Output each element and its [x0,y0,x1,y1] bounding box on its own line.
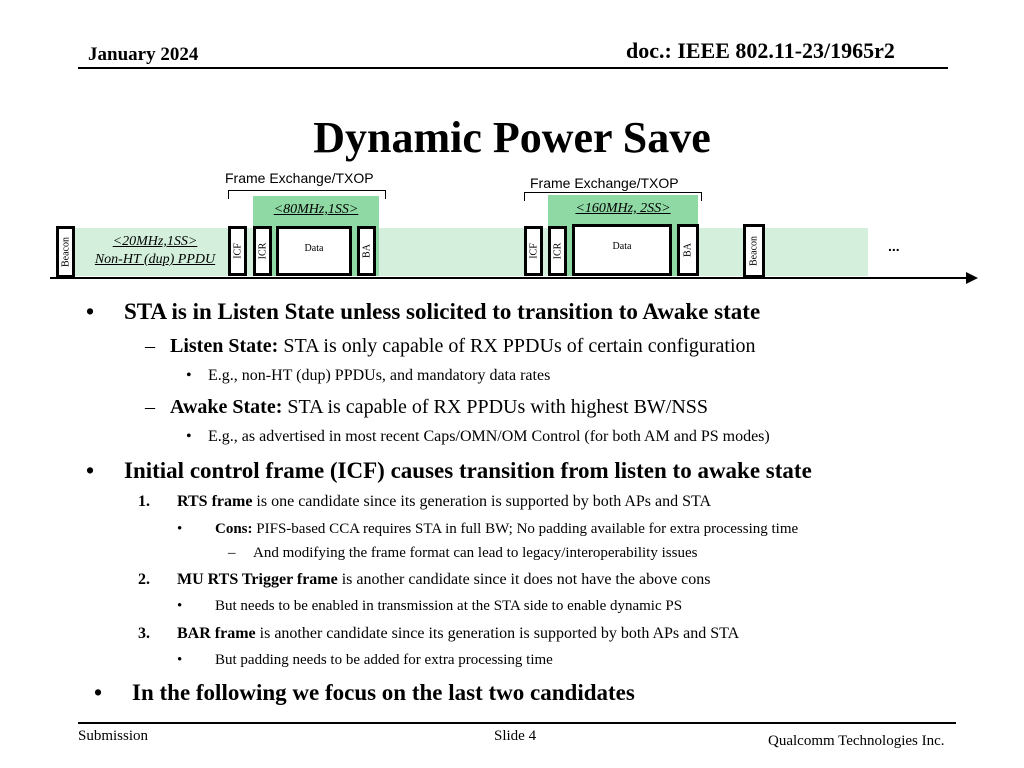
bw-label-nonht: Non-HT (dup) PPDU [94,252,216,267]
candidate-rts-legacy-issue: And modifying the frame format can lead to legacy/interoperability issues [253,545,698,561]
candidate-rts: RTS frame is one candidate since its generation is supported by both APs and STA [177,493,712,510]
candidate-mu-rts-note: But needs to be enabled in transmission at the STA side to enable dynamic PS [215,598,683,614]
dot-marker: • [177,521,183,537]
icf-frame-2: ICF [524,226,543,276]
bullet-listen-state-intro: STA is in Listen State unless solicited to transition to Awake state [124,299,761,324]
dot-marker: • [186,367,192,384]
beacon-frame-2: Beacon [743,224,765,278]
footer-divider [78,722,956,724]
bullet-listen-state: Listen State: STA is only capable of RX PPDUs of certain configuration [170,335,756,357]
bullet-awake-state: Awake State: STA is capable of RX PPDUs with highest BW/NSS [170,396,709,418]
footer-company: Qualcomm Technologies Inc. [768,733,945,749]
beacon-frame-1: Beacon [56,226,75,278]
bullet-focus-statement: In the following we focus on the last two candidates [132,680,635,705]
txop-bracket-2 [524,192,702,201]
ba-frame-1: BA [357,226,376,276]
icf-frame-1: ICF [228,226,247,276]
txop-bracket-1 [228,190,386,199]
dash-marker: – [145,396,155,418]
frame-exchange-label-1: Frame Exchange/TXOP [225,170,374,186]
candidate-bar-note: But padding needs to be added for extra processing time [215,652,553,668]
bullet-listen-example: E.g., non-HT (dup) PPDUs, and mandatory data rates [208,367,551,384]
icr-frame-1: ICR [253,226,272,276]
bw-label-80mhz: <80MHz,1SS> [273,202,359,217]
data-frame-2: Data [572,224,672,276]
candidate-bar: BAR frame is another candidate since its generation is supported by both APs and STA [177,625,740,642]
slide-title: Dynamic Power Save [313,113,711,162]
dot-marker: • [177,598,183,614]
dash-marker: – [228,545,236,561]
data-frame-1: Data [276,226,352,276]
bullet-icf-transition: Initial control frame (ICF) causes transition from listen to awake state [124,458,812,483]
bullet-marker: • [94,680,103,705]
frame-exchange-label-2: Frame Exchange/TXOP [530,175,679,191]
header-doc-id: doc.: IEEE 802.11-23/1965r2 [626,38,895,63]
icr-frame-2: ICR [548,226,567,276]
number-marker: 1. [138,493,150,510]
number-marker: 3. [138,625,150,642]
ba-frame-2: BA [677,224,699,276]
dash-marker: – [145,335,155,357]
candidate-mu-rts: MU RTS Trigger frame is another candidate since it does not have the above cons [177,571,711,588]
bw-label-20mhz: <20MHz,1SS> [112,234,198,249]
footer-submission: Submission [78,728,149,744]
bw-label-160mhz: <160MHz, 2SS> [575,201,671,216]
bullet-marker: • [86,458,95,483]
header-divider [78,67,948,69]
bullet-awake-example: E.g., as advertised in most recent Caps/OMN/OM Control (for both AM and PS modes) [208,428,770,445]
header-date: January 2024 [88,44,199,65]
dot-marker: • [177,652,183,668]
continuation-ellipsis: ... [888,238,900,254]
footer-slide-number: Slide 4 [494,728,537,744]
time-axis-arrow-icon [966,272,978,284]
dot-marker: • [186,428,192,445]
candidate-rts-cons: Cons: PIFS-based CCA requires STA in full BW; No padding available for extra processing time [215,521,799,537]
bullet-marker: • [86,299,95,324]
number-marker: 2. [138,571,150,588]
time-axis [50,277,968,279]
